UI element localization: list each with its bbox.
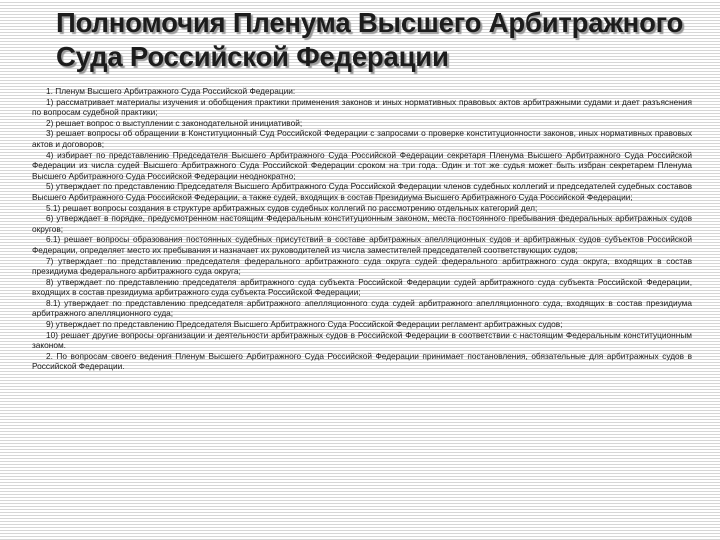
paragraph: 8) утверждает по представлению председателя арбитражного суда субъекта Российской Федерации судей арбитражного суда субъекта Российской Федерации, входящих в состав президиума арбитражного суда субъекта Российской Федерации; — [32, 276, 692, 298]
paragraph: 2. По вопросам своего ведения Пленум Высшего Арбитражного Суда Российской Федерации принимает постановления, обязательные для арбитражных судов в Российской Федерации. — [32, 350, 692, 372]
slide-title — [56, 6, 696, 74]
title-line-2: Суда Российской Федерации — [56, 41, 449, 72]
paragraph: 6) утверждает в порядке, предусмотренном настоящим Федеральным конституционным законом, места постоянного пребывания федеральных арбитражных судов округов; — [32, 213, 692, 234]
paragraph: 5.1) решает вопросы создания в структуре арбитражных судов судебных коллегий по рассмотрению отдельных категорий дел; — [46, 202, 538, 213]
paragraph: 6.1) решает вопросы образования постоянных судебных присутствий в составе арбитражных апелляционных судов и арбитражных судов субъектов Российской Федерации, определяет место их пребывания и назначает их руководителей из числа заместителей председателей соответствующих судов; — [32, 234, 692, 255]
paragraph: 9) утверждает по представлению Председателя Высшего Арбитражного Суда Российской Федерации регламент арбитражных судов; — [46, 319, 563, 330]
paragraph: 8.1) утверждает по представлению председателя арбитражного апелляционного суда судей арбитражного апелляционного суда, входящих в состав президиума арбитражного апелляционного суда; — [32, 297, 692, 319]
paragraph: 3) решает вопросы об обращении в Конституционный Суд Российской Федерации с запросами о проверке конституционности законов, иных нормативных правовых актов и договоров; — [32, 128, 692, 149]
paragraph: 2) решает вопрос о выступлении с законодательной инициативой; — [46, 117, 303, 128]
paragraph: 7) утверждает по представлению председателя федерального арбитражного суда округа судей федерального арбитражного суда округа, входящих в состав президиума федерального арбитражного суда округа; — [32, 255, 692, 277]
title-line-1: Полномочия Пленума Высшего Арбитражного — [56, 7, 684, 38]
paragraph: 10) решает другие вопросы организации и деятельности арбитражных судов в Российской Федерации в соответствии с настоящим Федеральным конституционным законом. — [32, 329, 692, 351]
paragraph: 1. Пленум Высшего Арбитражного Суда Российской Федерации: — [46, 86, 296, 96]
paragraph: 4) избирает по представлению Председателя Высшего Арбитражного Суда Российской Федерации секретаря Пленума Высшего Арбитражного Суда Российской Федерации из числа судей Высшего Арбитражного Суда Российской Федерации сроком на три года. Один и тот же судья может быть избран секретарем Пленума Высшего Арбитражного Суда Российской Федерации неоднократно; — [32, 149, 692, 181]
slide-body — [32, 86, 692, 372]
paragraph: 1) рассматривает материалы изучения и обобщения практики применения законов и иных нормативных правовых актов арбитражными судами и дает разъяснения по вопросам судебной практики; — [32, 96, 692, 118]
paragraph: 5) утверждает по представлению Председателя Высшего Арбитражного Суда Российской Федерации членов судебных коллегий и председателей судебных составов Высшего Арбитражного Суда Российской Федерации, а также судей, входящих в состав Президиума Высшего Арбитражного Суда Российской Федерации; — [32, 181, 692, 202]
